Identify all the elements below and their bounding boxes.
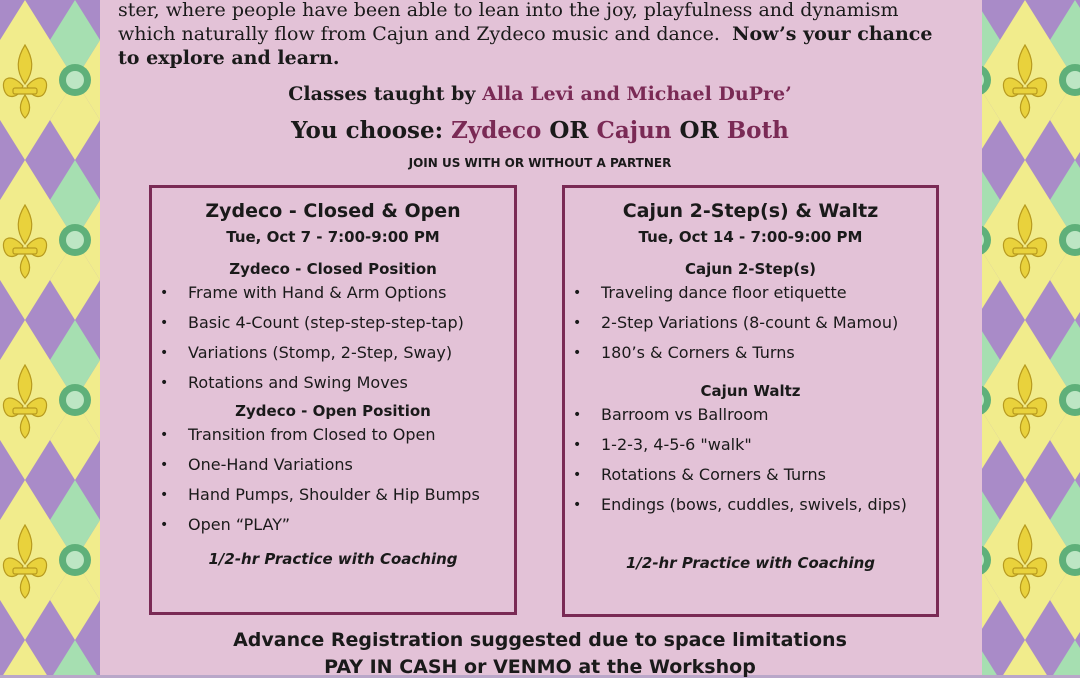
intro-paragraph bbox=[118, 0, 964, 70]
list-item: • Transition from Closed to Open bbox=[152, 420, 514, 450]
list-item: • Rotations and Swing Moves bbox=[152, 368, 514, 398]
option-zydeco: Zydeco bbox=[451, 117, 542, 144]
option-cajun: Cajun bbox=[596, 117, 672, 144]
instructors-prefix: Classes taught by bbox=[288, 83, 476, 105]
cajun-title: Cajun 2-Step(s) & Waltz bbox=[622, 200, 879, 222]
cajun-2step-heading: Cajun 2-Step(s) bbox=[684, 260, 817, 278]
cajun-waltz-list bbox=[565, 400, 936, 520]
option-both: Both bbox=[726, 117, 789, 144]
list-item: • Rotations & Corners & Turns bbox=[565, 460, 936, 490]
zydeco-closed-list bbox=[152, 278, 514, 398]
list-item: • Basic 4-Count (step-step-step-tap) bbox=[152, 308, 514, 338]
intro-explore-text: to explore and learn. bbox=[118, 47, 340, 69]
list-item: • Barroom vs Ballroom bbox=[565, 400, 936, 430]
list-item: • 1-2-3, 4-5-6 "walk" bbox=[565, 430, 936, 460]
payment-note: PAY IN CASH or VENMO at the Workshop bbox=[324, 656, 756, 678]
zydeco-class-box bbox=[149, 185, 517, 615]
or-1: OR bbox=[549, 117, 589, 144]
registration-note: Advance Registration suggested due to space limitations bbox=[233, 629, 847, 651]
partner-note: JOIN US WITH OR WITHOUT A PARTNER bbox=[408, 156, 672, 170]
cajun-class-box bbox=[562, 185, 939, 617]
or-2: OR bbox=[679, 117, 719, 144]
zydeco-closed-heading: Zydeco - Closed Position bbox=[229, 260, 437, 278]
instructor-names: Alla Levi and Michael DuPre’ bbox=[482, 83, 792, 105]
cajun-practice: 1/2-hr Practice with Coaching bbox=[625, 554, 876, 572]
zydeco-open-list bbox=[152, 420, 514, 540]
intro-chance-text: Now’s your chance bbox=[732, 23, 933, 45]
intro-line-2 bbox=[118, 22, 964, 46]
intro-line-1: ster, where people have been able to lean into the joy, playfulness and dynamism bbox=[118, 0, 899, 21]
list-item: • 2-Step Variations (8-count & Mamou) bbox=[565, 308, 936, 338]
instructors-line bbox=[0, 83, 1080, 105]
list-item: • Variations (Stomp, 2-Step, Sway) bbox=[152, 338, 514, 368]
zydeco-open-heading: Zydeco - Open Position bbox=[235, 402, 431, 420]
list-item: • Traveling dance floor etiquette bbox=[565, 278, 936, 308]
cajun-2step-list bbox=[565, 278, 936, 368]
list-item: • One-Hand Variations bbox=[152, 450, 514, 480]
zydeco-practice: 1/2-hr Practice with Coaching bbox=[208, 550, 458, 568]
intro-line-3 bbox=[118, 46, 964, 70]
list-item: • Frame with Hand & Arm Options bbox=[152, 278, 514, 308]
cajun-waltz-heading: Cajun Waltz bbox=[700, 382, 801, 400]
cajun-date: Tue, Oct 14 - 7:00-9:00 PM bbox=[638, 228, 863, 246]
list-item: • Hand Pumps, Shoulder & Hip Bumps bbox=[152, 480, 514, 510]
list-item: • 180’s & Corners & Turns bbox=[565, 338, 936, 368]
choose-prefix: You choose: bbox=[291, 117, 444, 144]
list-item: • Open “PLAY” bbox=[152, 510, 514, 540]
zydeco-date: Tue, Oct 7 - 7:00-9:00 PM bbox=[226, 228, 440, 246]
zydeco-title: Zydeco - Closed & Open bbox=[205, 200, 461, 222]
choose-line bbox=[0, 117, 1080, 144]
list-item: • Endings (bows, cuddles, swivels, dips) bbox=[565, 490, 936, 520]
intro-line-2-text: which naturally flow from Cajun and Zydeco music and dance. bbox=[118, 23, 720, 45]
